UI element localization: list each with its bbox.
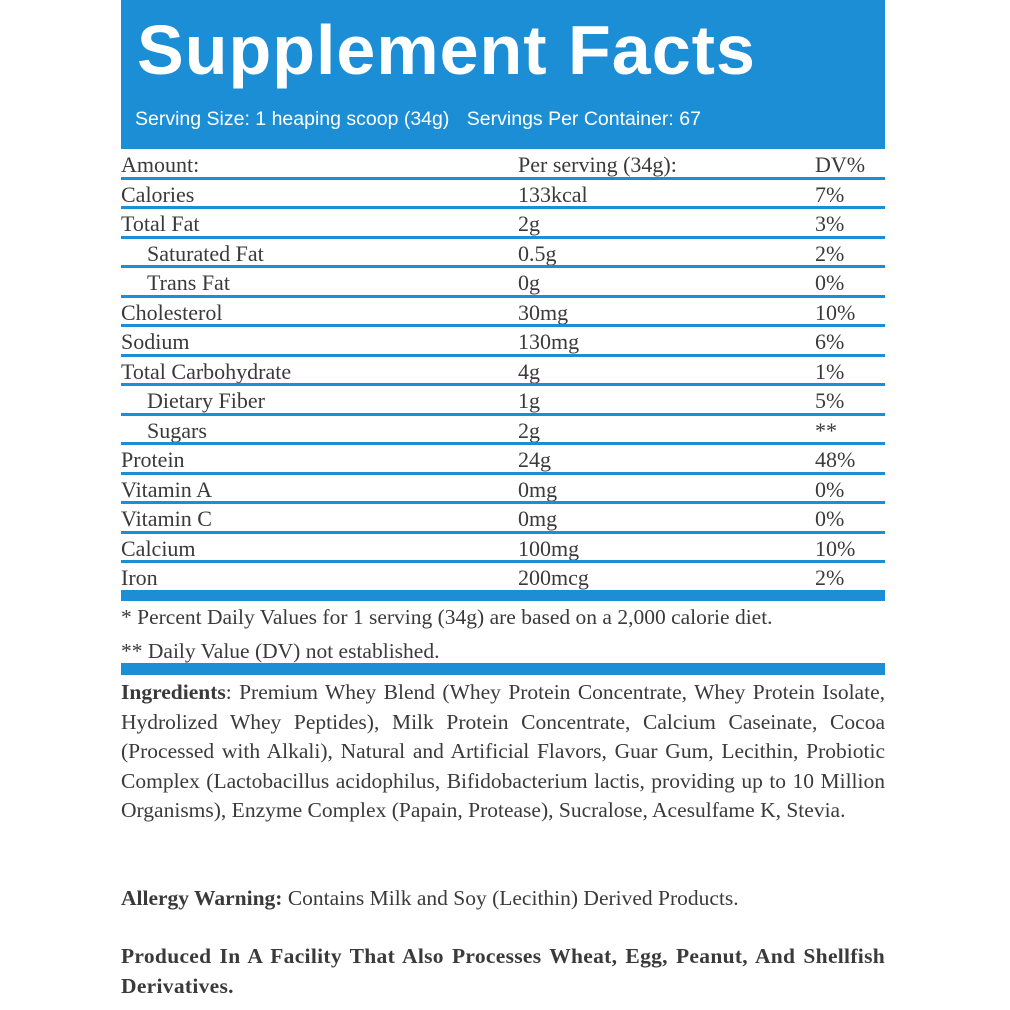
table-row [121, 386, 885, 416]
nutrient-name: Sugars [147, 417, 207, 443]
table-row [121, 327, 885, 357]
nutrient-name: Trans Fat [147, 270, 230, 295]
nutrient-name: Calories [121, 181, 195, 207]
nutrient-dv: 6% [815, 329, 845, 354]
label-header [121, 0, 885, 149]
nutrient-name: Total Fat [121, 211, 200, 236]
table-row [121, 416, 885, 446]
nutrient-amount: 0.5g [518, 240, 557, 266]
nutrient-dv: 7% [815, 181, 845, 207]
footnote-dv-basis: * Percent Daily Values for 1 serving (34g) are based on a 2,000 calorie diet. [121, 605, 773, 629]
nutrient-amount: 133kcal [518, 181, 588, 207]
nutrient-name: Iron [121, 565, 158, 590]
table-row [121, 475, 885, 505]
table-row [121, 563, 885, 593]
ingredients-section [121, 678, 885, 826]
nutrient-dv: 48% [815, 447, 856, 472]
nutrient-amount: 130mg [518, 329, 580, 354]
ingredients-text: : Premium Whey Blend (Whey Protein Concentrate, Whey Protein Isolate, Hydrolized Whey Peptides), Milk Protein Concentrate, Calcium Caseinate, Cocoa (Processed with Alkali), Natural and Artificial Flavors, Guar Gum, Lecithin, Probiotic Complex (Lactobacillus acidophilus, Bifidobacterium lactis, providing up to 10 Million Organisms), Enzyme Complex (Papain, Protease), Sucralose, Acesulfame K, Stevia. [121, 680, 885, 822]
nutrient-name: Cholesterol [121, 299, 223, 325]
footnotes [121, 600, 885, 668]
allergy-label: Allergy Warning: [121, 886, 283, 910]
nutrient-amount: 0mg [518, 506, 558, 531]
nutrient-name: Sodium [121, 329, 190, 354]
nutrient-dv: 5% [815, 388, 845, 413]
serving-info [135, 106, 713, 132]
footnote-dv-not-established: ** Daily Value (DV) not established. [121, 639, 440, 663]
allergy-warning [121, 883, 885, 913]
servings-per-container: Servings Per Container: 67 [466, 108, 701, 130]
nutrient-name: Calcium [121, 535, 196, 561]
nutrient-dv: 0% [815, 476, 845, 502]
nutrient-dv: 2% [815, 565, 845, 590]
table-row [121, 239, 885, 269]
column-header-dv: DV% [815, 152, 866, 177]
page-title: Supplement Facts [137, 11, 756, 89]
table-row [121, 268, 885, 298]
nutrient-dv: 0% [815, 506, 845, 531]
nutrient-amount: 2g [518, 417, 540, 443]
nutrient-dv: 1% [815, 358, 845, 384]
table-row [121, 534, 885, 564]
nutrient-dv: 10% [815, 535, 856, 561]
allergy-text: Contains Milk and Soy (Lecithin) Derived Products. [282, 886, 739, 910]
nutrient-name: Saturated Fat [147, 240, 264, 266]
nutrient-amount: 1g [518, 388, 540, 413]
nutrient-dv: 0% [815, 270, 845, 295]
nutrient-dv: 2% [815, 240, 845, 266]
nutrient-name: Protein [121, 447, 185, 472]
ingredients-label: Ingredients [121, 680, 226, 704]
nutrient-amount: 2g [518, 211, 540, 236]
table-row [121, 209, 885, 239]
nutrient-name: Dietary Fiber [147, 388, 265, 413]
column-header-amount: Amount: [121, 152, 200, 177]
nutrient-dv: 3% [815, 211, 845, 236]
table-row [121, 180, 885, 210]
nutrient-amount: 4g [518, 358, 540, 384]
nutrient-amount: 24g [518, 447, 551, 472]
nutrient-name: Total Carbohydrate [121, 358, 292, 384]
column-header-per-serving: Per serving (34g): [518, 152, 677, 177]
nutrient-amount: 0mg [518, 476, 558, 502]
nutrient-amount: 200mcg [518, 565, 589, 590]
facility-warning: Produced In A Facility That Also Processes Wheat, Egg, Peanut, And Shellfish Derivatives. [121, 944, 885, 998]
section-divider [121, 663, 885, 675]
nutrient-dv: ** [815, 417, 837, 443]
nutrient-dv: 10% [815, 299, 856, 325]
table-header-row [121, 150, 885, 180]
table-row [121, 357, 885, 387]
nutrient-table [121, 150, 885, 593]
nutrient-name: Vitamin C [121, 506, 212, 531]
table-row [121, 445, 885, 475]
nutrient-name: Vitamin A [121, 476, 212, 502]
nutrient-amount: 0g [518, 270, 540, 295]
table-row [121, 298, 885, 328]
table-row [121, 504, 885, 534]
serving-size: Serving Size: 1 heaping scoop (34g) [135, 108, 450, 130]
nutrient-amount: 30mg [518, 299, 569, 325]
nutrient-amount: 100mg [518, 535, 580, 561]
